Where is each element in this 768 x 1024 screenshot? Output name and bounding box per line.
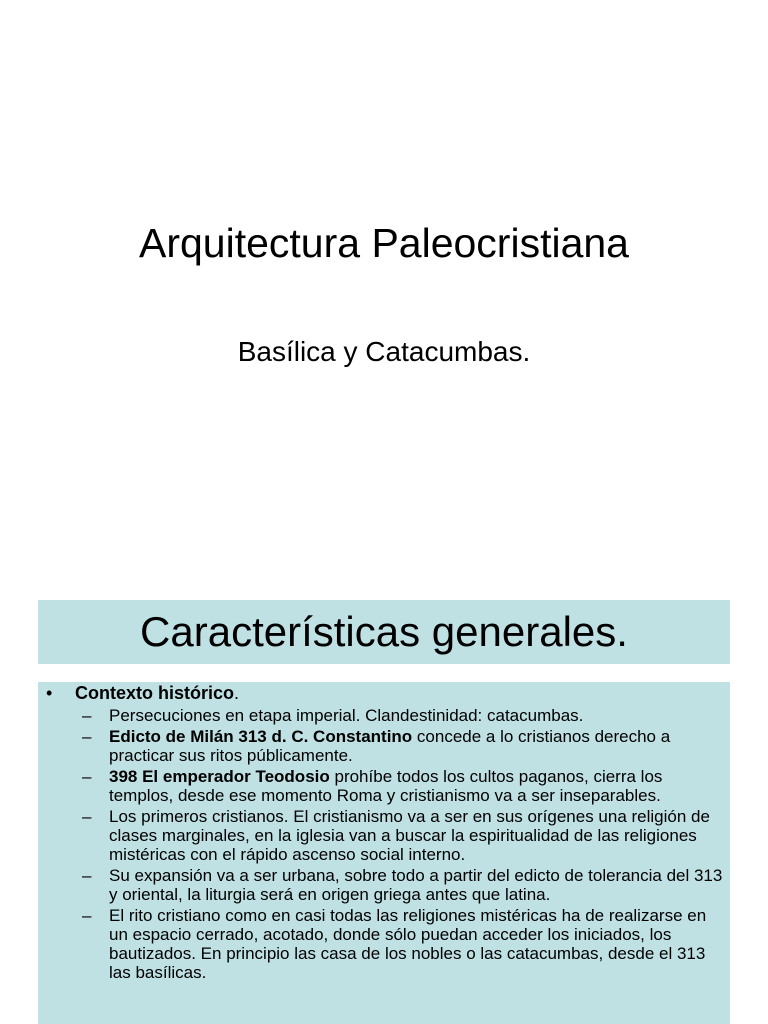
sub-item-text: concede a lo cristianos derecho a practicar sus ritos públicamente. xyxy=(109,727,671,765)
sub-item xyxy=(38,706,730,725)
sub-item xyxy=(38,767,730,805)
sub-item-text: El rito cristiano como en casi todas las religiones mistéricas ha de realizarse en un espacio cerrado, acotado, donde sólo puedan acceder los iniciados, los bautizados. En principio las casa de los nobles o las catacumbas, desde el 313 las basílicas. xyxy=(109,906,707,982)
dash-marker: – xyxy=(82,807,92,826)
bullet-marker: • xyxy=(46,683,53,703)
dash-marker: – xyxy=(82,727,92,746)
dash-marker: – xyxy=(82,767,92,786)
slide-subtitle: Basílica y Catacumbas. xyxy=(237,336,531,367)
sub-item-bold: Edicto de Milán 313 d. C. Constantino xyxy=(109,727,413,746)
sub-item xyxy=(38,807,730,864)
sub-item-text: prohíbe todos los cultos paganos, cierra los templos, desde ese momento Roma y cristianismo va a ser inseparables. xyxy=(109,767,663,805)
slide-title: Arquitectura Paleocristiana xyxy=(139,220,629,266)
sub-item-bold: 398 El emperador Teodosio xyxy=(109,767,330,786)
dash-marker: – xyxy=(82,866,92,885)
section-title-band xyxy=(38,600,730,664)
bullet-rest-text: . xyxy=(234,683,240,703)
bullet-bold-text: Contexto histórico xyxy=(75,683,235,703)
sub-item-text: Su expansión va a ser urbana, sobre todo a partir del edicto de tolerancia del 313 y oriental, la liturgia será en origen griega antes que latina. xyxy=(109,866,723,904)
content-box xyxy=(38,682,730,1024)
dash-marker: – xyxy=(82,906,92,925)
section-title: Características generales. xyxy=(140,608,628,655)
sub-item-text: Los primeros cristianos. El cristianismo va a ser en sus orígenes una religión de clases marginales, en la iglesia van a buscar la espiritualidad de las religiones mistéricas con el rápido ascenso social interno. xyxy=(109,807,710,864)
sub-item xyxy=(38,866,730,904)
sub-item-text: Persecuciones en etapa imperial. Clandestinidad: catacumbas. xyxy=(109,706,584,725)
bullet-item-contexto xyxy=(38,682,730,704)
sub-item xyxy=(38,727,730,765)
sub-item xyxy=(38,906,730,982)
dash-marker: – xyxy=(82,706,92,725)
